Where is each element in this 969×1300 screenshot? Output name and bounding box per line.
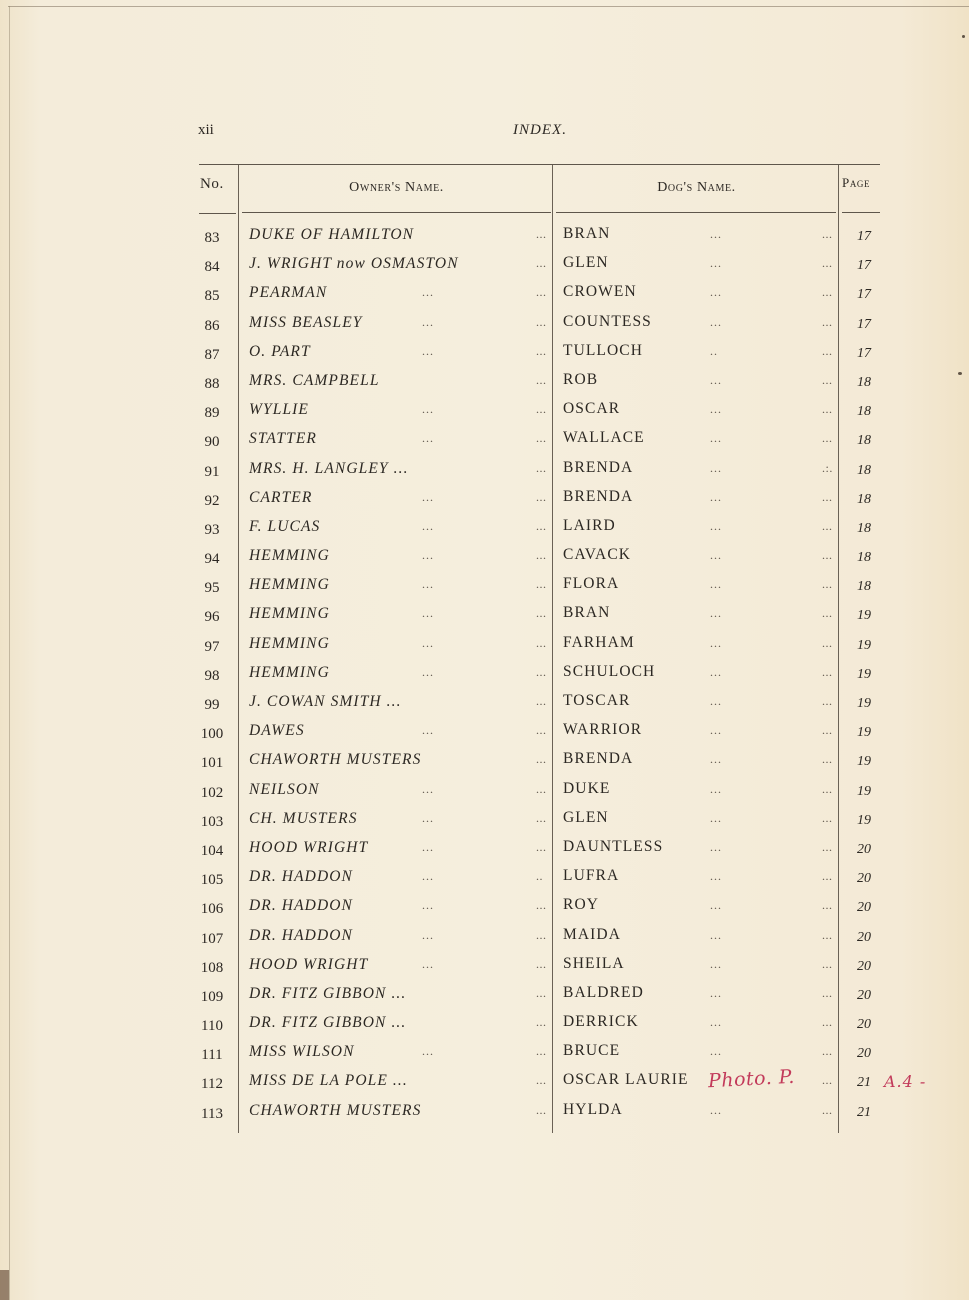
dog-dot-leader: ... <box>710 314 722 329</box>
index-table-body <box>0 222 969 1127</box>
owner-name: WYLLIE <box>249 401 310 419</box>
table-row <box>0 280 969 309</box>
table-row <box>0 456 969 485</box>
page-number: 19 <box>857 666 871 682</box>
table-row <box>0 251 969 280</box>
page-number: 20 <box>857 841 871 857</box>
column-header-owner: Owner's Name. <box>349 180 444 195</box>
dog-dot-leader: ... <box>710 518 722 533</box>
entry-number: 88 <box>204 375 220 392</box>
owner-name: MISS BEASLEY <box>249 313 363 331</box>
owner-dot-leader: ... <box>422 635 434 650</box>
entry-number: 103 <box>200 813 224 830</box>
entry-number: 86 <box>204 317 220 334</box>
dog-column-leader: ... <box>822 1015 833 1030</box>
page-number: 18 <box>857 404 871 420</box>
dog-name: FARHAM <box>563 633 635 651</box>
owner-column-leader: ... <box>536 664 547 679</box>
dog-dot-leader: ... <box>710 227 722 241</box>
page-number: 19 <box>857 637 871 653</box>
dog-dot-leader: ... <box>710 1102 722 1117</box>
table-row <box>0 397 969 426</box>
owner-name: DR. HADDON <box>249 868 353 886</box>
owner-name: DUKE OF HAMILTON <box>249 226 415 243</box>
dog-name: BRAN <box>563 225 611 242</box>
dog-name: CROWEN <box>563 283 637 301</box>
entry-number: 106 <box>200 901 224 918</box>
dog-name: OSCAR <box>563 400 621 418</box>
dog-column-leader: ... <box>822 548 833 563</box>
owner-column-leader: ... <box>536 343 547 358</box>
dog-dot-leader: ... <box>710 402 722 417</box>
owner-dot-leader: ... <box>422 518 434 533</box>
dog-dot-leader: ... <box>710 256 722 271</box>
entry-number: 109 <box>200 988 224 1005</box>
entry-number: 90 <box>204 434 220 451</box>
owner-dot-leader: ... <box>422 577 434 592</box>
dog-column-leader: ... <box>822 694 833 708</box>
owner-column-leader: ... <box>536 460 547 475</box>
binding-shadow <box>0 1270 9 1300</box>
page-number: 18 <box>857 374 871 390</box>
entry-number: 96 <box>204 609 220 626</box>
entry-number: 101 <box>200 755 224 772</box>
dog-column-leader: ... <box>822 1073 833 1088</box>
owner-column-leader: ... <box>536 956 547 971</box>
page-number: 17 <box>857 258 871 274</box>
owner-name: MRS. CAMPBELL <box>249 371 380 389</box>
dog-dot-leader: ... <box>710 635 722 650</box>
page-number: 17 <box>857 345 871 361</box>
dog-name: ROB <box>563 370 599 388</box>
entry-number: 83 <box>204 230 220 246</box>
page-number: 17 <box>857 229 871 244</box>
dog-name: DERRICK <box>563 1013 639 1031</box>
dog-dot-leader: ... <box>710 927 722 942</box>
table-row <box>0 1010 969 1039</box>
page-number: 18 <box>857 579 871 595</box>
table-row <box>0 777 969 806</box>
owner-dot-leader: ... <box>422 781 434 796</box>
dog-column-leader: ... <box>822 489 833 504</box>
dog-name: GLEN <box>563 808 609 826</box>
dog-name: BRAN <box>563 604 611 622</box>
dog-column-leader: ... <box>822 635 833 650</box>
dog-name: SHEILA <box>563 954 625 972</box>
dog-dot-leader: ... <box>710 1044 722 1059</box>
header-underline-no <box>199 213 236 214</box>
entry-number: 84 <box>204 259 220 276</box>
dog-column-leader: ... <box>822 723 833 738</box>
entry-number: 102 <box>200 784 224 801</box>
dog-name: CAVACK <box>563 546 632 564</box>
owner-column-leader: ... <box>536 606 547 621</box>
page-number: 18 <box>857 491 871 507</box>
page-number: 19 <box>857 783 871 799</box>
dog-name: WALLACE <box>563 429 645 447</box>
entry-number: 111 <box>201 1047 223 1064</box>
page-number: 20 <box>857 871 871 887</box>
owner-dot-leader: ... <box>422 927 434 942</box>
owner-name: HOOD WRIGHT <box>249 838 369 856</box>
page-number: 19 <box>857 608 871 624</box>
dog-dot-leader: ... <box>710 1015 722 1030</box>
page-number: 21 <box>857 1104 871 1120</box>
dog-column-leader: ... <box>822 752 833 767</box>
header-underline-dog <box>556 212 836 213</box>
entry-number: 100 <box>200 726 224 743</box>
dog-dot-leader: ... <box>710 869 722 884</box>
owner-column-leader: .. <box>536 869 543 884</box>
owner-dot-leader: ... <box>422 431 434 446</box>
owner-column-leader: ... <box>536 723 547 738</box>
entry-number: 92 <box>204 492 220 509</box>
handwritten-photo-note: Photo. P. <box>707 1065 796 1093</box>
entry-number: 105 <box>200 872 224 889</box>
owner-dot-leader: ... <box>422 1044 434 1059</box>
table-row <box>0 806 969 835</box>
owner-name: O. PART <box>249 342 311 360</box>
table-row <box>0 310 969 339</box>
handwritten-ref-note: A.4 - <box>884 1072 927 1091</box>
dog-dot-leader: ... <box>710 810 722 825</box>
owner-column-leader: ... <box>536 518 547 533</box>
page-number: 20 <box>857 1046 871 1062</box>
page-number: 19 <box>857 754 871 770</box>
table-row <box>0 1039 969 1068</box>
table-row <box>0 368 969 397</box>
owner-name: MISS DE LA POLE ... <box>249 1072 408 1090</box>
entry-number: 107 <box>200 930 224 947</box>
owner-dot-leader: ... <box>422 664 434 679</box>
dog-name: LUFRA <box>563 867 620 885</box>
owner-column-leader: ... <box>536 314 547 329</box>
table-row <box>0 485 969 514</box>
entry-number: 89 <box>204 405 220 422</box>
ink-speck <box>962 35 965 38</box>
table-row <box>0 952 969 981</box>
dog-dot-leader: .. <box>710 343 718 358</box>
dog-dot-leader: ... <box>710 372 722 387</box>
owner-column-leader: ... <box>536 285 547 300</box>
owner-column-leader: ... <box>536 489 547 504</box>
dog-column-leader: ... <box>822 372 833 387</box>
dog-column-leader: ... <box>822 956 833 971</box>
owner-column-leader: ... <box>536 985 547 1000</box>
page-number: 17 <box>857 316 871 332</box>
owner-column-leader: ... <box>536 1015 547 1030</box>
dog-name: TOSCAR <box>563 692 631 709</box>
page-number: 18 <box>857 433 871 449</box>
table-row <box>0 1098 969 1127</box>
page-number: 20 <box>857 900 871 916</box>
dog-column-leader: ... <box>822 285 833 300</box>
dog-dot-leader: ... <box>710 898 722 913</box>
owner-name: HEMMING <box>249 576 330 594</box>
dog-column-leader: ... <box>822 518 833 533</box>
owner-column-leader: ... <box>536 548 547 563</box>
owner-dot-leader: ... <box>422 402 434 417</box>
dog-column-leader: ... <box>822 343 833 358</box>
owner-column-leader: ... <box>536 431 547 446</box>
page-number: 19 <box>857 812 871 828</box>
dog-column-leader: ... <box>822 985 833 1000</box>
dog-dot-leader: ... <box>710 285 722 300</box>
page-edge-top <box>8 6 969 7</box>
owner-column-leader: ... <box>536 1044 547 1059</box>
owner-dot-leader: ... <box>422 956 434 971</box>
entry-number: 99 <box>204 697 220 713</box>
dog-column-leader: ... <box>822 810 833 825</box>
owner-name: CH. MUSTERS <box>249 809 358 827</box>
column-header-page: Page <box>842 175 871 190</box>
entry-number: 98 <box>204 667 220 684</box>
owner-column-leader: ... <box>536 927 547 942</box>
page-number: 20 <box>857 1017 871 1033</box>
dog-name: LAIRD <box>563 516 616 534</box>
owner-column-leader: ... <box>536 781 547 796</box>
entry-number: 87 <box>204 346 220 363</box>
owner-column-leader: ... <box>536 1073 547 1088</box>
owner-name: J. WRIGHT now OSMASTON <box>249 255 459 273</box>
owner-column-leader: ... <box>536 1102 547 1117</box>
page-number: 20 <box>857 929 871 945</box>
dog-column-leader: ... <box>822 431 833 446</box>
owner-dot-leader: ... <box>422 898 434 913</box>
owner-name: DR. FITZ GIBBON ... <box>249 984 407 1002</box>
dog-name: WARRIOR <box>563 721 643 739</box>
owner-column-leader: ... <box>536 577 547 592</box>
owner-column-leader: ... <box>536 256 547 271</box>
dog-name: FLORA <box>563 575 620 593</box>
dog-name: BALDRED <box>563 983 644 1001</box>
page-number: 20 <box>857 987 871 1003</box>
page-number: 18 <box>857 550 871 566</box>
header-underline-owner <box>242 212 551 213</box>
owner-dot-leader: ... <box>422 869 434 884</box>
dog-name: ROY <box>563 896 600 914</box>
table-row <box>0 923 969 952</box>
dog-column-leader: ... <box>822 256 833 271</box>
table-row <box>0 426 969 455</box>
owner-dot-leader: ... <box>422 285 434 300</box>
owner-name: HEMMING <box>249 634 330 652</box>
table-row <box>0 514 969 543</box>
column-header-no: No. <box>200 176 224 192</box>
table-row <box>0 660 969 689</box>
page-number: 19 <box>857 696 871 711</box>
owner-column-leader: ... <box>536 839 547 854</box>
table-row <box>0 1065 969 1097</box>
dog-column-leader: ... <box>822 606 833 621</box>
dog-dot-leader: ... <box>710 577 722 592</box>
owner-name: F. LUCAS <box>249 517 321 535</box>
entry-number: 95 <box>204 580 220 597</box>
dog-name: BRENDA <box>563 458 634 476</box>
page-number: 20 <box>857 958 871 974</box>
ink-speck <box>958 372 962 375</box>
page-number: 18 <box>857 520 871 536</box>
entry-number: 93 <box>204 521 220 538</box>
dog-name: SCHULOCH <box>563 662 656 680</box>
owner-name: HOOD WRIGHT <box>249 955 369 973</box>
dog-dot-leader: ... <box>710 752 722 767</box>
table-row <box>0 572 969 601</box>
page-number: 18 <box>857 462 871 478</box>
table-row <box>0 893 969 922</box>
dog-name: DUKE <box>563 779 611 797</box>
table-row <box>0 339 969 368</box>
dog-column-leader: ... <box>822 227 833 241</box>
dog-name: BRUCE <box>563 1042 621 1060</box>
dog-column-leader: ... <box>822 839 833 854</box>
owner-name: CHAWORTH MUSTERS <box>249 1101 422 1119</box>
page-folio: xii <box>198 122 214 138</box>
page-number: 17 <box>857 287 871 303</box>
dog-dot-leader: ... <box>710 985 722 1000</box>
owner-column-leader: ... <box>536 402 547 417</box>
entry-number: 85 <box>204 288 220 305</box>
table-row <box>0 631 969 660</box>
table-row <box>0 689 969 718</box>
dog-name: BRENDA <box>563 750 634 768</box>
dog-column-leader: ... <box>822 869 833 884</box>
owner-dot-leader: ... <box>422 839 434 854</box>
owner-dot-leader: ... <box>422 810 434 825</box>
entry-number: 94 <box>204 551 220 568</box>
table-top-rule <box>199 164 880 165</box>
owner-dot-leader: ... <box>422 606 434 621</box>
owner-dot-leader: ... <box>422 343 434 358</box>
owner-name: DAWES <box>249 722 305 740</box>
table-row <box>0 835 969 864</box>
owner-name: HEMMING <box>249 663 330 681</box>
dog-column-leader: ... <box>822 898 833 913</box>
entry-number: 113 <box>201 1105 223 1122</box>
owner-dot-leader: ... <box>422 489 434 504</box>
owner-column-leader: ... <box>536 227 547 241</box>
owner-name: MRS. H. LANGLEY ... <box>249 459 409 477</box>
dog-dot-leader: ... <box>710 664 722 679</box>
dog-name: HYLDA <box>563 1100 623 1118</box>
dog-dot-leader: ... <box>710 839 722 854</box>
page-title: INDEX. <box>513 122 567 138</box>
dog-dot-leader: ... <box>710 694 722 708</box>
owner-name: NEILSON <box>249 780 320 798</box>
dog-name: TULLOCH <box>563 341 644 359</box>
dog-name: GLEN <box>563 254 609 272</box>
table-row <box>0 981 969 1010</box>
owner-column-leader: ... <box>536 694 547 708</box>
table-row <box>0 601 969 630</box>
owner-name: HEMMING <box>249 605 330 623</box>
owner-column-leader: ... <box>536 372 547 387</box>
entry-number: 112 <box>201 1076 223 1093</box>
dog-column-leader: ... <box>822 314 833 329</box>
table-row <box>0 718 969 747</box>
dog-dot-leader: ... <box>710 431 722 446</box>
owner-column-leader: ... <box>536 898 547 913</box>
dog-name: DAUNTLESS <box>563 837 664 855</box>
dog-dot-leader: ... <box>710 606 722 621</box>
entry-number: 97 <box>204 638 220 655</box>
owner-name: DR. HADDON <box>249 897 353 915</box>
dog-name: BRENDA <box>563 487 634 505</box>
owner-dot-leader: ... <box>422 723 434 738</box>
owner-name: J. COWAN SMITH ... <box>249 693 402 710</box>
table-row <box>0 864 969 893</box>
owner-name: PEARMAN <box>249 284 328 302</box>
entry-number: 91 <box>204 463 220 480</box>
dog-dot-leader: ... <box>710 723 722 738</box>
dog-name: OSCAR LAURIE <box>563 1071 689 1089</box>
dog-column-leader: ... <box>822 402 833 417</box>
entry-number: 104 <box>200 842 224 859</box>
dog-name: COUNTESS <box>563 312 652 330</box>
dog-column-leader: ... <box>822 577 833 592</box>
entry-number: 108 <box>200 959 224 976</box>
owner-name: HEMMING <box>249 547 330 565</box>
dog-dot-leader: ... <box>710 460 722 475</box>
owner-name: DR. FITZ GIBBON ... <box>249 1014 407 1032</box>
owner-column-leader: ... <box>536 635 547 650</box>
owner-name: STATTER <box>249 430 317 448</box>
entry-number: 110 <box>201 1018 223 1035</box>
owner-name: MISS WILSON <box>249 1043 355 1061</box>
dog-dot-leader: ... <box>710 548 722 563</box>
dog-column-leader: ... <box>822 1044 833 1059</box>
header-underline-page <box>842 212 880 213</box>
dog-dot-leader: ... <box>710 781 722 796</box>
dog-column-leader: ... <box>822 927 833 942</box>
dog-column-leader: ... <box>822 664 833 679</box>
owner-name: DR. HADDON <box>249 926 353 944</box>
owner-column-leader: ... <box>536 810 547 825</box>
table-row <box>0 543 969 572</box>
owner-dot-leader: ... <box>422 314 434 329</box>
dog-name: MAIDA <box>563 925 622 943</box>
column-header-dog: Dog's Name. <box>657 180 736 195</box>
page-number: 19 <box>857 725 871 741</box>
dog-dot-leader: ... <box>710 956 722 971</box>
dog-dot-leader: ... <box>710 489 722 504</box>
dog-column-leader: ... <box>822 781 833 796</box>
dog-column-leader: .:. <box>822 460 833 475</box>
dog-column-leader: ... <box>822 1102 833 1117</box>
owner-dot-leader: ... <box>422 548 434 563</box>
owner-column-leader: ... <box>536 752 547 767</box>
table-row <box>0 747 969 776</box>
owner-name: CARTER <box>249 488 313 506</box>
table-row <box>0 222 969 251</box>
page-number: 21 <box>857 1075 871 1091</box>
owner-name: CHAWORTH MUSTERS <box>249 751 422 769</box>
